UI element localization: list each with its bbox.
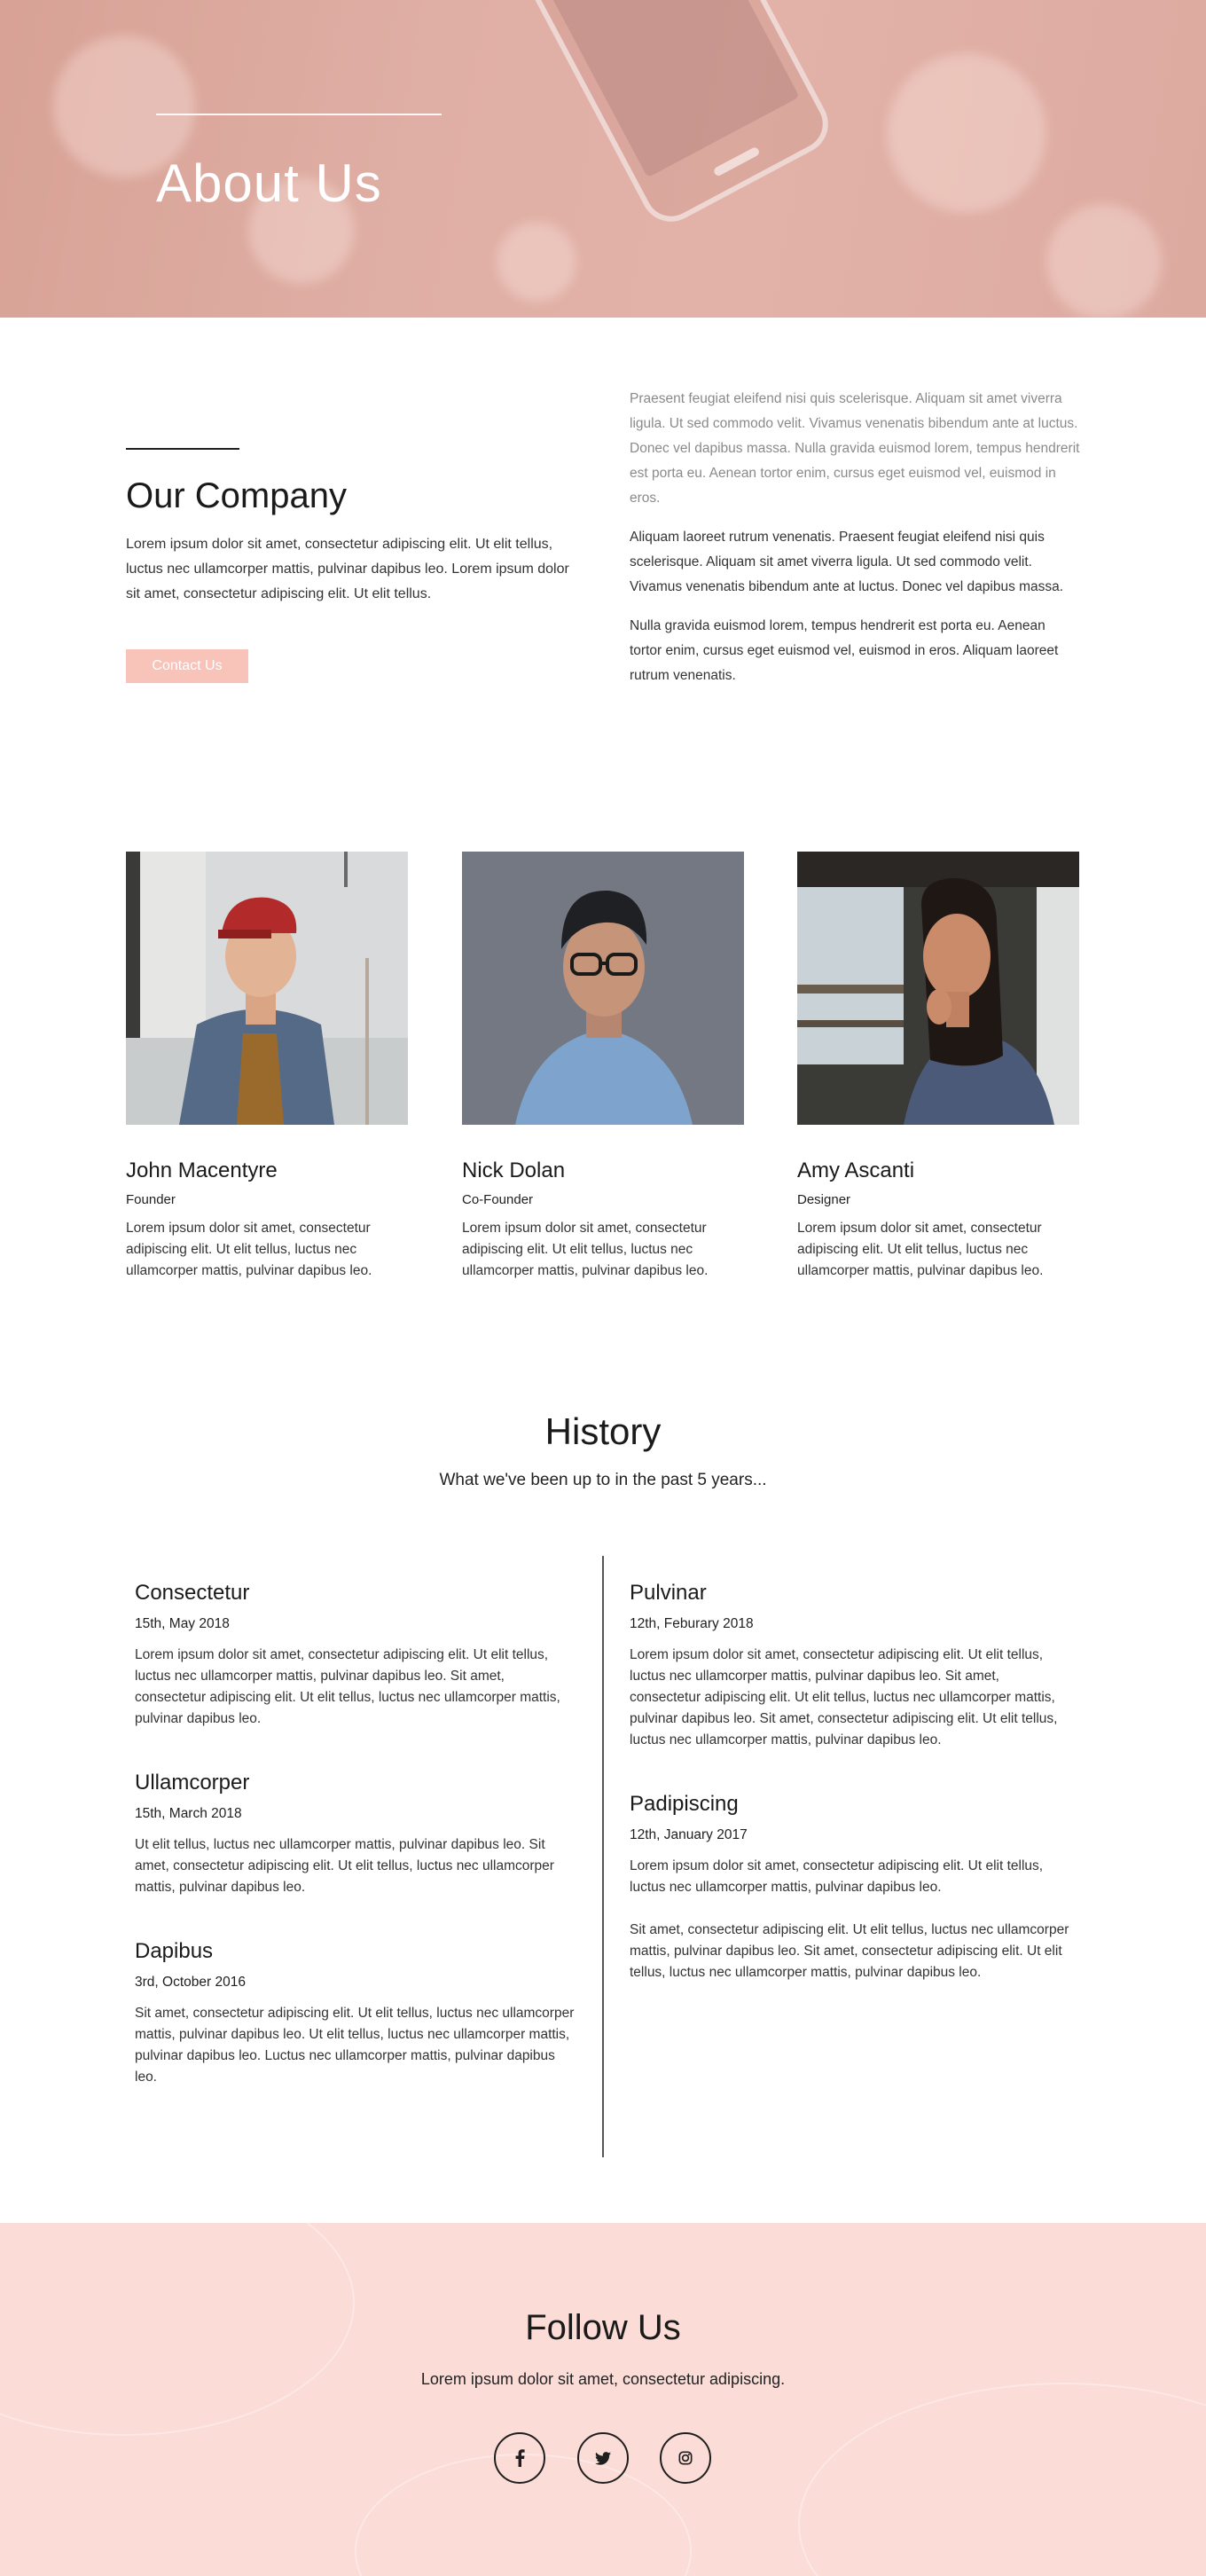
member-bio: Lorem ipsum dolor sit amet, consectetur adipiscing elit. Ut elit tellus, luctus nec ullamcorper mattis, pulvinar dapibus leo. [126, 1221, 372, 1278]
hero-banner [0, 0, 1206, 318]
member-name: John Macentyre [126, 1158, 278, 1182]
event-title: Ullamcorper [135, 1771, 250, 1795]
phone-home-button [713, 146, 761, 177]
timeline-event [630, 1581, 1073, 1751]
timeline-event [135, 1581, 578, 1730]
history-title: History [544, 1410, 662, 1452]
event-date: 12th, January 2017 [630, 1827, 748, 1842]
member-role: Designer [797, 1192, 851, 1207]
follow-title: Follow Us [525, 2308, 681, 2347]
twitter-link[interactable] [577, 2432, 629, 2484]
event-date: 3rd, October 2016 [135, 1975, 246, 1990]
hero-divider [156, 114, 442, 115]
event-title: Consectetur [135, 1581, 250, 1605]
follow-subtitle: Lorem ipsum dolor sit amet, consectetur adipiscing. [420, 2370, 786, 2388]
event-title: Dapibus [135, 1939, 214, 1963]
team-member-card [797, 852, 1079, 1282]
timeline-divider [602, 1556, 604, 2157]
history-subtitle: What we've been up to in the past 5 years... [439, 1471, 767, 1489]
company-paragraph: Aliquam laoreet rutrum venenatis. Praesent feugiat eleifend nisi quis scelerisque. Aliquam sit amet viverra ligula. Ut sed commodo velit. Vivamus venenatis bibendum ante at luctus. Donec vel dapibus massa. [630, 530, 1064, 594]
bokeh-light [497, 222, 576, 302]
event-text: Lorem ipsum dolor sit amet, consectetur adipiscing elit. Ut elit tellus, luctus nec ullamcorper mattis, pulvinar dapibus leo. Sit amet, consectetur adipiscing elit. Ut elit tellus, luctus nec ullamcorper mattis, pulvinar dapibus leo. Sit amet, consectetur adipiscing elit. Ut elit tellus, luctus nec ullamcorper mattis, pulvinar dapibus leo. [630, 1647, 1058, 1747]
company-intro: Lorem ipsum dolor sit amet, consectetur adipiscing elit. Ut elit tellus, luctus nec ullamcorper mattis, pulvinar dapibus leo. Lorem ipsum dolor sit amet, consectetur adipiscing elit. Ut elit tellus. [126, 537, 569, 601]
event-date: 15th, March 2018 [135, 1806, 242, 1821]
event-text: Lorem ipsum dolor sit amet, consectetur adipiscing elit. Ut elit tellus, luctus nec ullamcorper mattis, pulvinar dapibus leo. Sit amet, consectetur adipiscing elit. Ut elit tellus, luctus nec ullamcorper mattis, pulvinar dapibus leo. [135, 1647, 560, 1726]
event-text: Ut elit tellus, luctus nec ullamcorper mattis, pulvinar dapibus leo. Sit amet, consectetur adipiscing elit. Ut elit tellus, luctus nec ullamcorper mattis, pulvinar dapibus leo. [135, 1837, 554, 1895]
follow-section [0, 2223, 1206, 2576]
company-details [630, 387, 1080, 703]
facebook-link[interactable] [494, 2432, 545, 2484]
facebook-icon [513, 2449, 526, 2467]
company-divider [126, 448, 239, 450]
event-title: Padipiscing [630, 1792, 739, 1816]
member-name: Amy Ascanti [797, 1158, 915, 1182]
team-member-card [126, 852, 408, 1282]
bokeh-light [1046, 204, 1162, 318]
company-paragraph: Praesent feugiat eleifend nisi quis scelerisque. Aliquam sit amet viverra ligula. Ut sed commodo velit. Vivamus venenatis bibendum ante at luctus. Donec vel dapibus massa. Nulla gravida euismod lorem, tempus hendrerit est porta eu. Aenean tortor enim, cursus eget euismod vel, euismod in eros. [630, 391, 1080, 506]
member-photo [797, 852, 1079, 1125]
event-text: Sit amet, consectetur adipiscing elit. Ut elit tellus, luctus nec ullamcorper mattis, pulvinar dapibus leo. Sit amet, consectetur adipiscing elit. Ut elit tellus, luctus nec ullamcorper mattis, pulvinar dapibus leo. [630, 1922, 1069, 1980]
page-title: About Us [156, 153, 382, 213]
member-name: Nick Dolan [462, 1158, 566, 1182]
background-texture [798, 2383, 1206, 2576]
company-title: Our Company [126, 476, 347, 515]
company-paragraph: Nulla gravida euismod lorem, tempus hendrerit est porta eu. Aenean tortor enim, cursus eget euismod vel, euismod in eros. Aliquam laoreet rutrum venenatis. [630, 618, 1059, 683]
event-text: Sit amet, consectetur adipiscing elit. Ut elit tellus, luctus nec ullamcorper mattis, pulvinar dapibus leo. Ut elit tellus, luctus nec ullamcorper mattis, pulvinar dapibus leo. Luctus nec ullamcorper mattis, pulvinar dapibus leo. [135, 2006, 575, 2085]
event-date: 15th, May 2018 [135, 1616, 230, 1631]
member-photo [126, 852, 408, 1125]
contact-us-button[interactable]: Contact Us [126, 649, 248, 683]
event-title: Pulvinar [630, 1581, 707, 1605]
timeline-event [135, 1771, 578, 1898]
bokeh-light [887, 53, 1046, 213]
event-date: 12th, Feburary 2018 [630, 1616, 754, 1631]
team-member-card [462, 852, 744, 1282]
member-role: Founder [126, 1192, 176, 1207]
smartphone-image [500, 0, 838, 232]
timeline-event [135, 1939, 578, 2088]
member-bio: Lorem ipsum dolor sit amet, consectetur adipiscing elit. Ut elit tellus, luctus nec ullamcorper mattis, pulvinar dapibus leo. [797, 1221, 1044, 1278]
member-photo [462, 852, 744, 1125]
member-bio: Lorem ipsum dolor sit amet, consectetur adipiscing elit. Ut elit tellus, luctus nec ullamcorper mattis, pulvinar dapibus leo. [462, 1221, 709, 1278]
event-text: Lorem ipsum dolor sit amet, consectetur adipiscing elit. Ut elit tellus, luctus nec ullamcorper mattis, pulvinar dapibus leo. [630, 1858, 1044, 1895]
instagram-link[interactable] [660, 2432, 711, 2484]
twitter-icon [595, 2452, 611, 2465]
timeline-event [630, 1792, 1073, 1983]
member-role: Co-Founder [462, 1192, 534, 1207]
instagram-icon [678, 2451, 693, 2465]
